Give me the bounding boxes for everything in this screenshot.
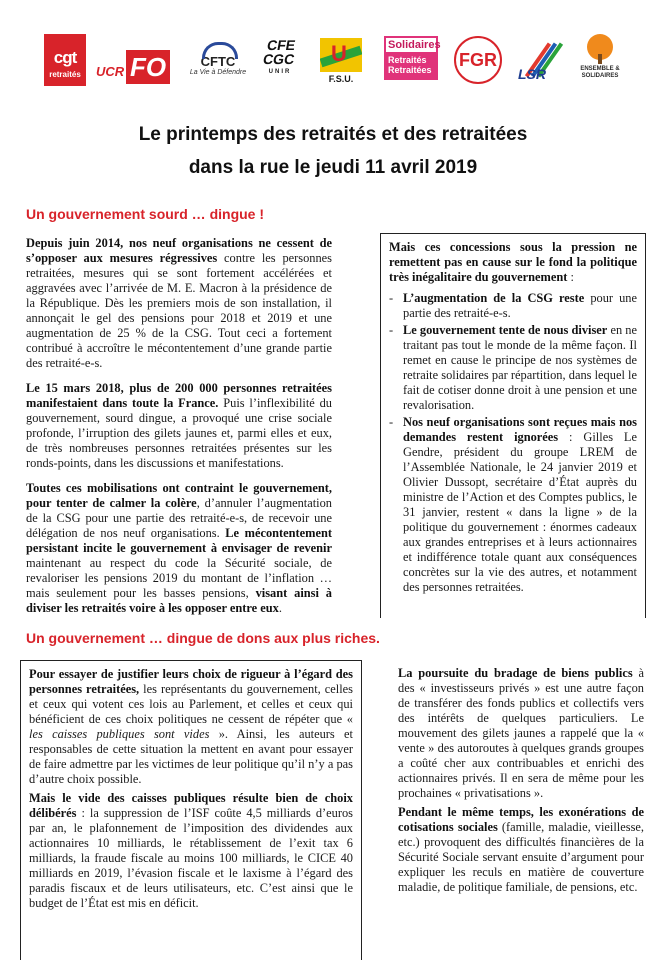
s2-left-paragraph-1: [29, 667, 353, 787]
fsu-emblem-icon: [320, 38, 362, 72]
s1-right-b2-bold: Le gouvernement tente de nous diviser: [403, 323, 608, 337]
s2-left-p1-italic: les caisses publiques sont vides: [29, 727, 210, 741]
fo-text: FO: [126, 50, 170, 84]
section-2-heading: Un gouvernement … dingue de dons aux plus riches.: [26, 630, 380, 646]
cfe-cgc-sub: UNIR: [268, 69, 292, 75]
s1-right-intro-end: :: [567, 270, 574, 284]
s1-left-paragraph-1: [26, 236, 332, 371]
s1-right-b1-bold: L’augmentation de la CSG reste: [403, 291, 585, 305]
s1-right-b2-text: en ne traitant pas tout le monde de la même façon. Il remet en cause le principe de nos systèmes de retraite solidaires par répartition, dans lequel le fait de cotiser donne droit à une pension et une revalorisation.: [403, 323, 637, 412]
section-2-left-column: [20, 660, 362, 960]
bullet-dash: -: [389, 415, 394, 429]
s1-right-bullet-3: [389, 415, 637, 595]
fsu-text: F.S.U.: [328, 74, 354, 84]
section-1-right-column: [380, 233, 646, 618]
s1-left-p1-bold: Depuis juin 2014, nos neuf organisations ne cessent de s’opposer aux mesures régressives: [26, 236, 332, 265]
tree-icon: [587, 34, 613, 60]
s1-left-p2-bold: Le 15 mars 2018, plus de 200 000 personnes retraitées manifestaient dans toute la France.: [26, 381, 332, 410]
ucr-fo-logo: [96, 50, 176, 86]
s2-left-p1-bold: Pour essayer de justifier leurs choix de rigueur à l’égard des personnes retraitées,: [29, 667, 353, 696]
s2-right-paragraph-2: [398, 805, 644, 895]
s1-left-paragraph-2: [26, 381, 332, 471]
s1-left-p3-text: , d’annuler l’augmentation de la CSG pour une partie des retraité-e-s, de recevoir une délégation de nos neuf organisations.: [26, 496, 333, 540]
page-title: [0, 118, 666, 184]
cftc-text: CFTC: [200, 54, 236, 69]
solidaires-sub: Retraités Retraitées: [388, 55, 432, 75]
lsr-logo: [516, 38, 562, 84]
title-line-2: dans la rue le jeudi 11 avril 2019: [188, 157, 478, 178]
s1-right-b3-text: : Gilles Le Gendre, président du groupe LREM de l’Assemblée Nationale, le 24 janvier 2019 et Olivier Dussopt, secrétaire d’État auprès du ministre de l’Action et des Comptes publics, le 31 janvier, restent « dans la ligne » de la politique du gouvernement : énormes cadeaux aux grandes entreprises et à leurs actionnaires et indifférence totale quant aux conséquences concrètes sur la vie des autres, et notamment des personnes retraitées.: [403, 430, 637, 594]
s2-right-paragraph-1: [398, 666, 644, 801]
ensemble-text: ENSEMBLE & SOLIDAIRES: [580, 66, 620, 79]
s1-left-p3-bold: Toutes ces mobilisations ont contraint le gouvernement, pour tenter de calmer la colère: [26, 481, 332, 510]
bullet-dash: -: [389, 323, 394, 337]
s2-right-p2-text: (famille, maladie, vieillesse, etc.) provoquent des difficultés financières de la Sécurité Sociale servant ensuite d’argument pour expliquer les reculs en matière de couverture maladie, de politique familiale, de pensions, etc.: [398, 820, 644, 894]
s2-left-p1-text: les représentants du gouvernement, celles et ceux qui votent ces lois au Parlement, et celles et ceux qui bénéficient de ces choix politiques ne cessent de répéter que «: [29, 682, 353, 726]
s1-left-p3-text-2: maintenant au respect du code la Sécurité sociale, de revaloriser les pensions 2019 du montant de l’inflation … mais seulement pour les basses pensions,: [26, 556, 332, 600]
s2-left-p2-bold: Mais le vide des caisses publiques résulte bien de choix délibérés: [29, 791, 353, 820]
logo-bar: [0, 0, 666, 98]
solidaires-logo: [384, 36, 441, 80]
s1-right-intro: [389, 240, 637, 285]
fgr-fp-logo: [454, 36, 502, 84]
s1-right-intro-bold: Mais ces concessions sous la pression ne remettent pas en cause sur le fond la politique très inégalitaire du gouvernement: [389, 240, 637, 284]
cgt-logo: [44, 34, 86, 86]
section-2-right-column: [398, 666, 644, 905]
s2-left-p1-text-2: ». Ainsi, les auteurs et responsables de cette situation la mettent en avant pour essayer de faire admettre par les victimes de leur politique qu’il n’y a pas d’autre choix possible.: [29, 727, 353, 786]
s2-right-p1-text: à des « investisseurs privés » est une autre façon de transférer des fonds publics et collectifs vers des intérêts de quelques particuliers. Le mouvement des gilets jaunes a rappelé que la « vente » des autoroutes à quelques grands groupes a coûté cher aux contribuables et enrichi des actionnaires privés. Il en sera de même pour les prochaines « privatisations ».: [398, 666, 644, 800]
cgt-logo-text: cgt: [53, 48, 77, 67]
fsu-mark: U: [331, 41, 347, 66]
ensemble-solidaires-logo: [572, 34, 628, 86]
lsr-text: LSR: [518, 66, 546, 82]
cftc-logo: [188, 42, 248, 88]
ucr-text: UCR: [96, 64, 125, 79]
s1-right-bullet-2: [389, 323, 637, 413]
solidaires-text: Solidaires: [388, 39, 441, 51]
fsu-logo: [316, 38, 366, 86]
section-1-left-column: [26, 236, 332, 626]
s1-left-p2-text: Puis l’inflexibilité du gouvernement, sourd dingue, a provoqué une crise sociale profonde, l’irruption des gilets jaunes et, parmi elles et eux, de très nombreuses personnes retraitées présentes sur les ronds-points, dans les discussions et manifestations.: [26, 396, 332, 470]
s2-left-p2-text: : la suppression de l’ISF coûte 4,5 milliards d’euros par an, le plafonnement de l’imposition des dividendes aux actionnaires 10 milliards, le rétablissement de l’exit tax 6 milliards, la fraude fiscale au moins 100 milliards, le CICE 40 milliards en 2019, l’évasion fiscale et le laxisme à l’égard des paradis fiscaux et de leurs utilisateurs, etc. C’est ainsi que le budget de l’État est mis en déficit.: [29, 806, 353, 910]
s1-right-b3-bold: Nos neuf organisations sont reçues mais nos demandes restent ignorées: [403, 415, 637, 444]
s1-left-p3-bold-2: Le mécontentement persistant incite le gouvernement à envisager de revenir: [26, 526, 333, 555]
s1-left-p1-text: contre les personnes retraitées, mesures qui se sont fortement accélérées et aggravées avec l’arrivée de M. E. Macron à la présidence de la République. Dès les premiers mois de son installation, il annonçait le gel des pensions pour 2018 et 2019 et une augmentation de 25 % de la CSG. Tout ceci a fortement contribué à accroître le mécontentement d’une grande partie des retraité-e-s.: [26, 251, 332, 370]
cfe-cgc-logo: [256, 38, 304, 86]
cfe-cgc-text: CFE CGC: [261, 37, 297, 67]
cftc-arc-icon: [202, 42, 238, 59]
s1-left-paragraph-3: [26, 481, 332, 616]
bullet-dash: -: [389, 291, 394, 305]
title-line-1: Le printemps des retraités et des retraitées: [138, 124, 528, 145]
s2-right-p1-bold: La poursuite du bradage de biens publics: [398, 666, 633, 680]
s1-left-p3-bold-3: visant ainsi à diviser les retraités voire à les opposer entre eux: [26, 586, 332, 615]
s1-right-bullet-1: [389, 291, 637, 321]
section-1-heading: Un gouvernement sourd … dingue !: [26, 206, 265, 222]
s1-right-b1-text: pour une partie des retraité-e-s.: [403, 291, 637, 320]
cftc-sub: La Vie à Défendre: [189, 69, 247, 76]
s1-left-p3-end: .: [278, 601, 282, 615]
fgr-text: FGR: [459, 50, 497, 70]
s2-right-p2-bold: Pendant le même temps, les exonérations de cotisations sociales: [398, 805, 644, 834]
cgt-logo-sub: retraités: [44, 70, 86, 80]
s2-left-paragraph-2: [29, 791, 353, 911]
